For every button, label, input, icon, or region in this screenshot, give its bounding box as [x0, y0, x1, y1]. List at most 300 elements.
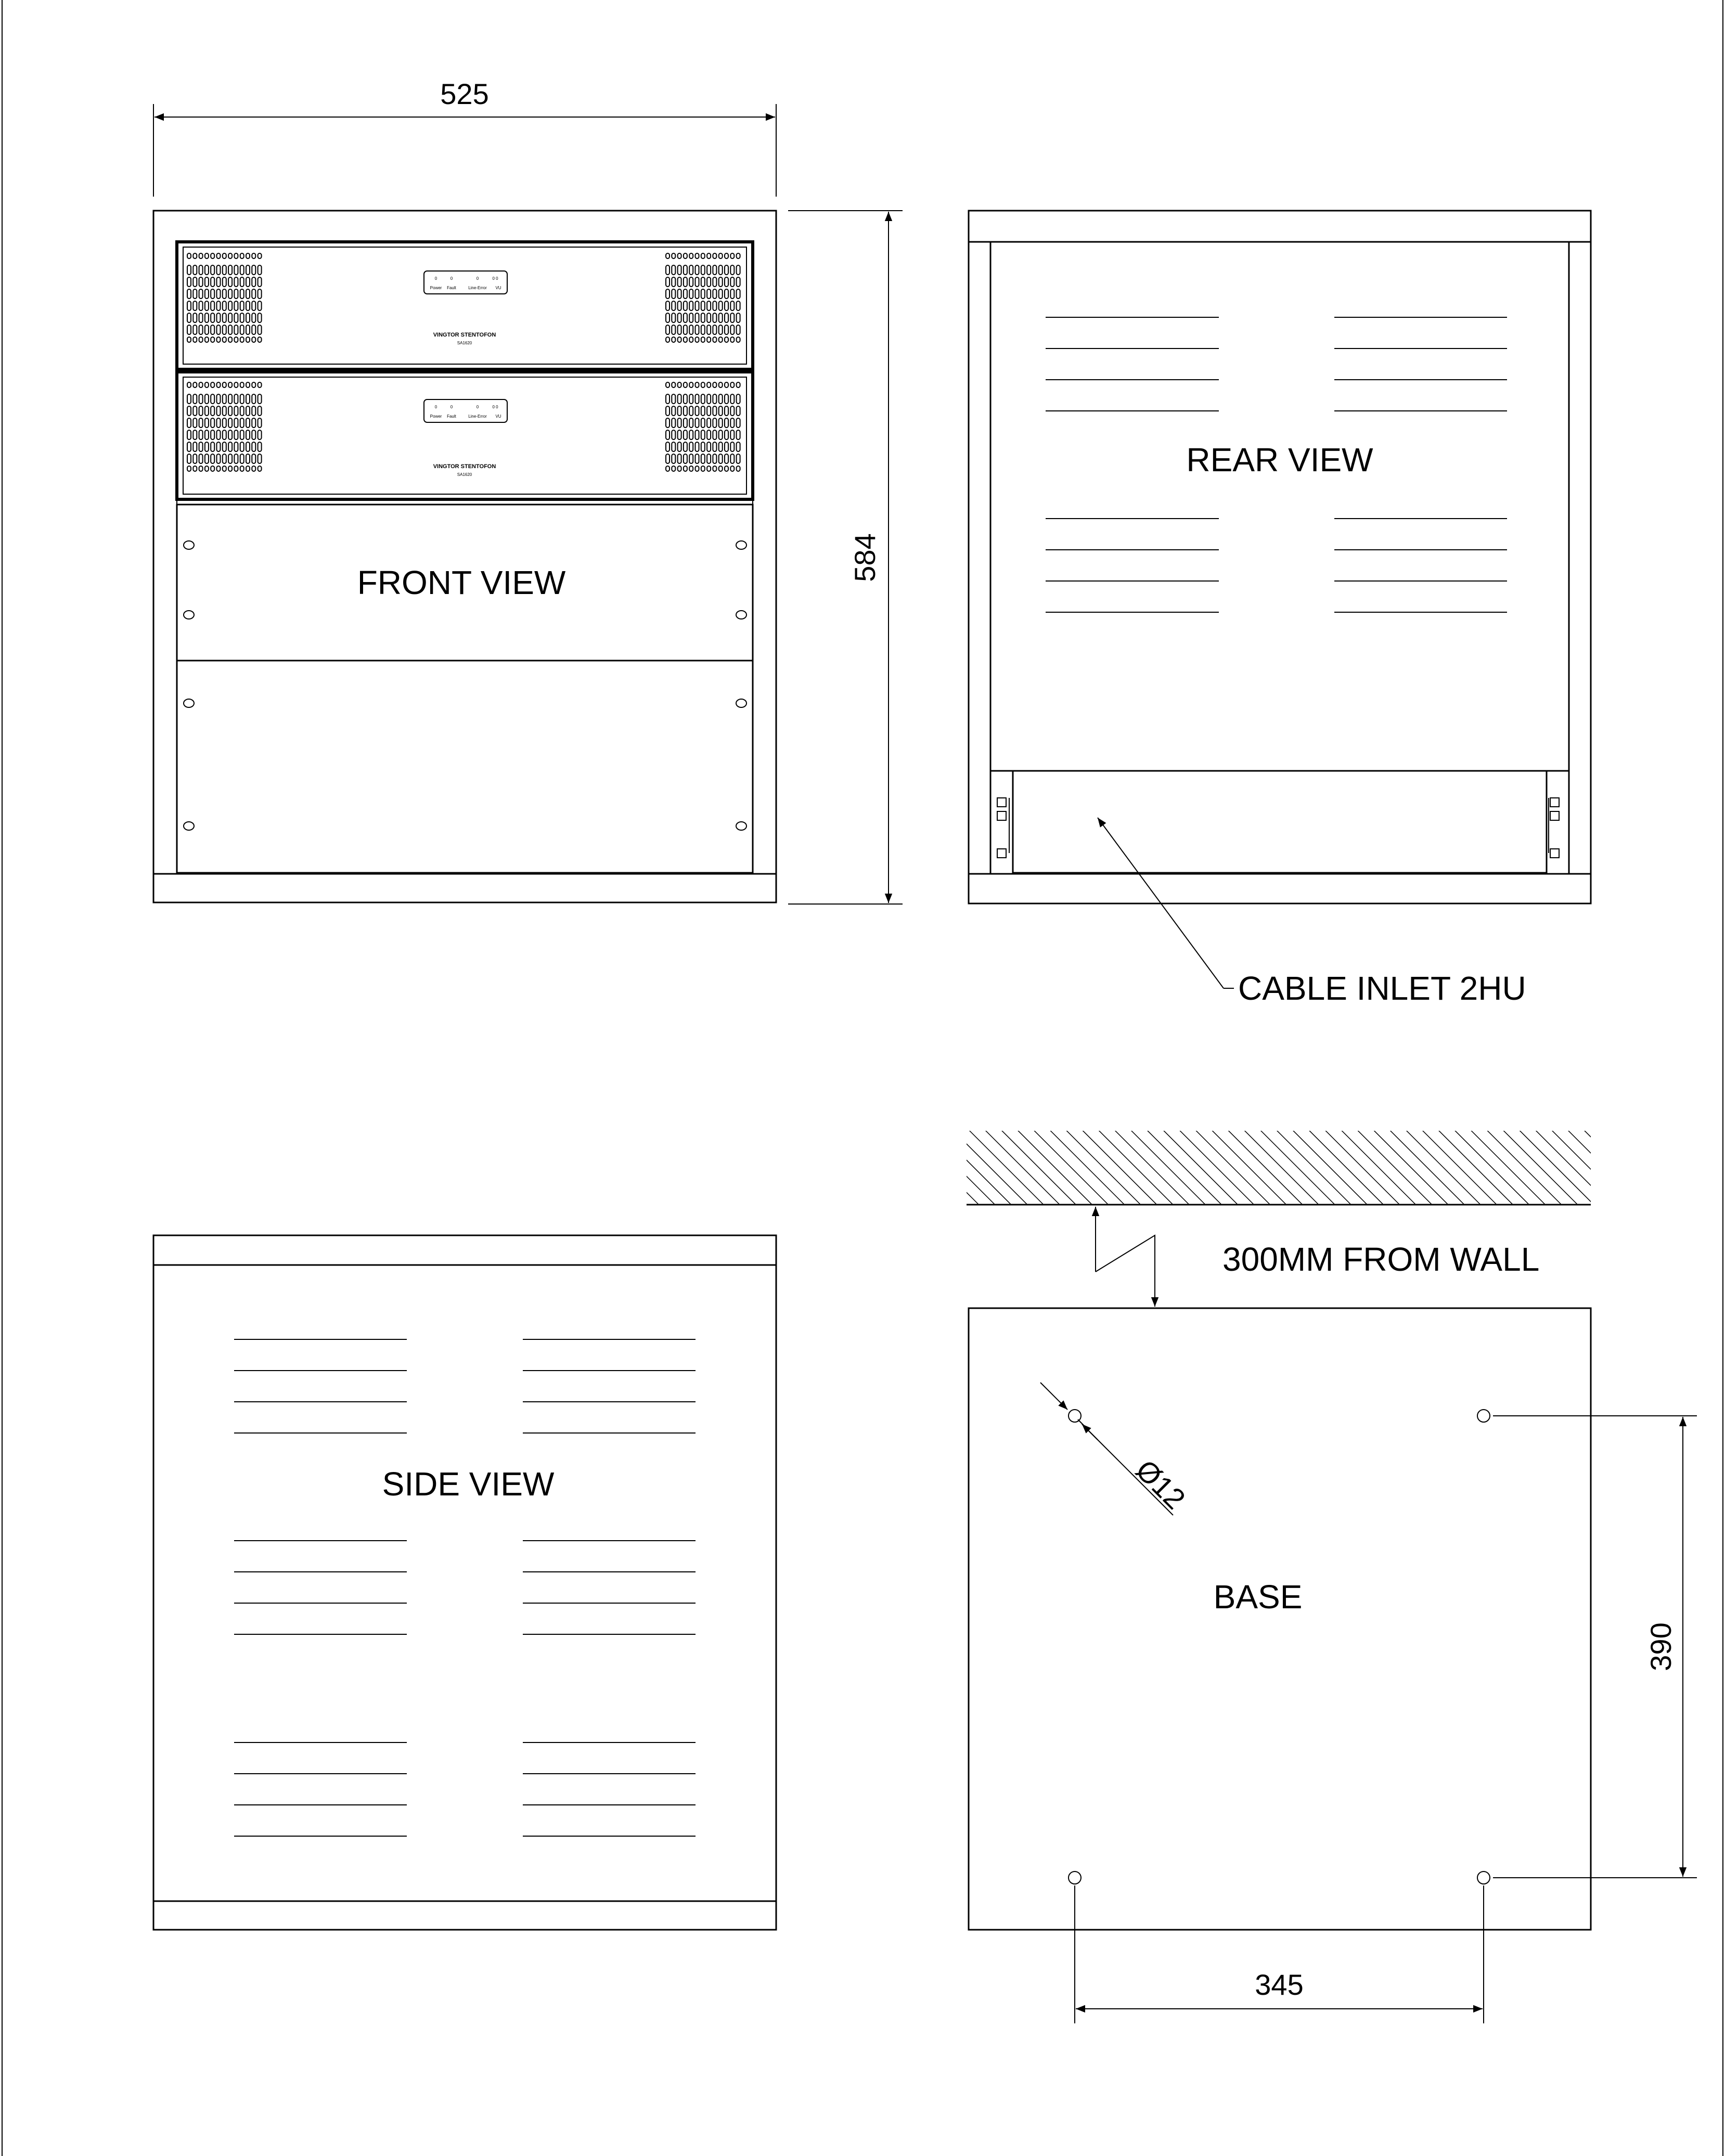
- vent-hole: [258, 289, 262, 299]
- vent-hole: [725, 406, 728, 416]
- amplifier-vent-holes: [187, 253, 262, 342]
- vent-hole: [719, 430, 723, 440]
- vent-hole: [730, 406, 734, 416]
- vent-hole: [684, 301, 687, 311]
- vent-hole: [193, 454, 197, 463]
- vent-hole: [240, 442, 244, 451]
- vent-hole: [223, 253, 226, 259]
- svg-text:0 0: 0 0: [492, 405, 498, 409]
- vent-hole: [696, 454, 699, 463]
- vent-hole: [228, 394, 232, 404]
- vent-hole: [689, 325, 693, 334]
- vent-hole: [737, 442, 740, 451]
- vent-hole: [730, 289, 734, 299]
- vent-hole: [211, 253, 214, 259]
- vent-hole: [240, 301, 244, 311]
- vent-hole: [217, 406, 221, 416]
- side-view: [153, 1235, 776, 1930]
- blank-panel-2: [177, 661, 753, 873]
- vent-hole: [678, 289, 681, 299]
- vent-hole: [223, 406, 226, 416]
- vent-hole: [240, 418, 244, 428]
- vent-hole: [696, 442, 699, 451]
- vent-hole: [701, 418, 705, 428]
- vent-hole: [228, 442, 232, 451]
- vent-hole: [193, 442, 197, 451]
- vent-hole: [725, 289, 728, 299]
- side-view-label: SIDE VIEW: [382, 1465, 555, 1503]
- vent-hole: [258, 406, 262, 416]
- vent-hole: [713, 406, 716, 416]
- vent-hole: [701, 325, 705, 334]
- vent-hole: [678, 454, 681, 463]
- vent-hole: [240, 394, 244, 404]
- vent-hole: [701, 277, 705, 287]
- vent-hole: [199, 301, 203, 311]
- vent-hole: [258, 265, 262, 275]
- vent-hole: [252, 406, 255, 416]
- vent-hole: [684, 382, 687, 388]
- vent-slot-group: [1046, 519, 1219, 612]
- vent-hole: [666, 406, 670, 416]
- vent-hole: [672, 442, 675, 451]
- vent-hole: [211, 418, 214, 428]
- vent-hole: [737, 454, 740, 463]
- vent-hole: [234, 466, 238, 471]
- vent-hole: [684, 277, 687, 287]
- vent-hole: [707, 289, 711, 299]
- vent-hole: [252, 265, 255, 275]
- rear-view-label: REAR VIEW: [1186, 441, 1373, 479]
- vent-hole: [234, 418, 238, 428]
- vent-hole: [234, 325, 238, 334]
- vent-hole: [193, 337, 197, 342]
- indicator-vu: VU: [495, 286, 501, 290]
- vent-hole: [211, 394, 214, 404]
- vent-hole: [217, 301, 221, 311]
- vent-hole: [217, 325, 221, 334]
- vent-hole: [666, 325, 670, 334]
- vent-slot-group: [234, 1541, 407, 1634]
- vent-hole: [696, 394, 699, 404]
- vent-hole: [701, 253, 705, 259]
- vent-hole: [725, 277, 728, 287]
- vent-hole: [187, 454, 191, 463]
- vent-hole: [672, 382, 675, 388]
- indicator-panel: [424, 271, 507, 294]
- vent-hole: [246, 253, 250, 259]
- vent-hole: [730, 253, 734, 259]
- vent-hole: [246, 406, 250, 416]
- vent-hole: [666, 265, 670, 275]
- vent-hole: [701, 430, 705, 440]
- indicator-vu: VU: [495, 414, 501, 419]
- vent-hole: [228, 337, 232, 342]
- vent-hole: [701, 289, 705, 299]
- vent-hole: [228, 466, 232, 471]
- vent-hole: [725, 325, 728, 334]
- vent-hole: [666, 466, 670, 471]
- vent-hole: [707, 418, 711, 428]
- vent-hole: [187, 277, 191, 287]
- svg-text:0: 0: [434, 276, 437, 281]
- base-view: [967, 1130, 1697, 2023]
- vent-hole: [228, 406, 232, 416]
- vent-hole: [713, 454, 716, 463]
- vent-hole: [258, 466, 262, 471]
- vent-hole: [246, 418, 250, 428]
- vent-hole: [199, 418, 203, 428]
- vent-hole: [725, 337, 728, 342]
- svg-text:0: 0: [476, 276, 479, 281]
- vent-hole: [737, 277, 740, 287]
- vent-hole: [217, 265, 221, 275]
- vent-hole: [666, 430, 670, 440]
- indicator-power: Power: [430, 286, 442, 290]
- front-cabinet-outline: [153, 211, 776, 902]
- vent-hole: [246, 430, 250, 440]
- vent-hole: [701, 394, 705, 404]
- vent-hole: [199, 454, 203, 463]
- vent-hole: [725, 430, 728, 440]
- vent-hole: [217, 394, 221, 404]
- vent-hole: [217, 442, 221, 451]
- vent-slot-group: [234, 1742, 407, 1836]
- vent-hole: [713, 253, 716, 259]
- vent-hole: [223, 442, 226, 451]
- vent-hole: [217, 466, 221, 471]
- vent-hole: [730, 418, 734, 428]
- vent-hole: [234, 430, 238, 440]
- vent-hole: [725, 313, 728, 322]
- base-outline: [969, 1308, 1591, 1930]
- vent-hole: [211, 289, 214, 299]
- vent-hole: [719, 253, 723, 259]
- vent-hole: [713, 277, 716, 287]
- vent-hole: [684, 418, 687, 428]
- vent-hole: [725, 454, 728, 463]
- vent-hole: [187, 418, 191, 428]
- vent-hole: [713, 466, 716, 471]
- vent-hole: [234, 337, 238, 342]
- height-dimension-label: 584: [848, 533, 881, 582]
- vent-hole: [228, 382, 232, 388]
- vent-hole: [205, 382, 209, 388]
- vent-hole: [707, 466, 711, 471]
- vent-hole: [199, 394, 203, 404]
- vent-hole: [719, 394, 723, 404]
- vent-hole: [713, 337, 716, 342]
- amplifier-vent-holes: [187, 382, 262, 471]
- vent-hole: [252, 337, 255, 342]
- vent-hole: [211, 313, 214, 322]
- vent-hole: [240, 289, 244, 299]
- vent-hole: [205, 418, 209, 428]
- vent-hole: [713, 442, 716, 451]
- vent-hole: [252, 442, 255, 451]
- vent-hole: [199, 289, 203, 299]
- vent-hole: [199, 430, 203, 440]
- vent-hole: [678, 265, 681, 275]
- vent-hole: [672, 277, 675, 287]
- vent-hole: [730, 454, 734, 463]
- vent-hole: [701, 265, 705, 275]
- vent-hole: [684, 325, 687, 334]
- vent-hole: [217, 289, 221, 299]
- vent-hole: [696, 277, 699, 287]
- vent-hole: [252, 430, 255, 440]
- vent-hole: [205, 253, 209, 259]
- vent-hole: [707, 253, 711, 259]
- vent-hole: [223, 337, 226, 342]
- vent-hole: [689, 301, 693, 311]
- vent-hole: [730, 382, 734, 388]
- vent-hole: [672, 466, 675, 471]
- vent-hole: [696, 289, 699, 299]
- vent-hole: [223, 313, 226, 322]
- width-dimension-label: 525: [440, 78, 489, 110]
- vent-hole: [666, 418, 670, 428]
- vent-hole: [228, 325, 232, 334]
- vent-hole: [234, 277, 238, 287]
- vent-hole: [193, 430, 197, 440]
- vent-hole: [696, 382, 699, 388]
- vent-hole: [187, 265, 191, 275]
- vent-hole: [187, 301, 191, 311]
- vent-hole: [696, 406, 699, 416]
- vent-hole: [258, 325, 262, 334]
- vent-hole: [713, 430, 716, 440]
- amplifier-brand: VINGTOR STENTOFON: [433, 332, 496, 338]
- vent-hole: [730, 442, 734, 451]
- vent-hole: [193, 301, 197, 311]
- vent-hole: [234, 442, 238, 451]
- vent-hole: [725, 382, 728, 388]
- vent-hole: [696, 430, 699, 440]
- vent-hole: [199, 406, 203, 416]
- vent-hole: [684, 394, 687, 404]
- vent-hole: [199, 325, 203, 334]
- vent-hole: [696, 301, 699, 311]
- vent-hole: [240, 466, 244, 471]
- vent-hole: [193, 253, 197, 259]
- amplifier-model: SA1620: [457, 341, 472, 345]
- vent-slot-group: [1046, 317, 1219, 411]
- svg-text:0: 0: [434, 405, 437, 409]
- hole-diameter-dimension: [1040, 1383, 1192, 1515]
- vent-hole: [240, 325, 244, 334]
- vent-hole: [678, 337, 681, 342]
- vent-hole: [258, 382, 262, 388]
- vent-hole: [211, 325, 214, 334]
- vent-hole: [696, 313, 699, 322]
- vent-hole: [228, 454, 232, 463]
- vent-hole: [730, 301, 734, 311]
- mounting-hole: [1477, 1410, 1490, 1422]
- vent-hole: [713, 325, 716, 334]
- vent-hole: [730, 313, 734, 322]
- vent-hole: [228, 265, 232, 275]
- vent-hole: [234, 253, 238, 259]
- vent-hole: [211, 301, 214, 311]
- indicator-line-error: Line-Error: [468, 286, 487, 290]
- vent-hole: [234, 382, 238, 388]
- vent-hole: [252, 301, 255, 311]
- vent-hole: [666, 442, 670, 451]
- vent-hole: [223, 277, 226, 287]
- vent-hole: [223, 430, 226, 440]
- vent-hole: [707, 430, 711, 440]
- vent-hole: [684, 442, 687, 451]
- vent-hole: [228, 289, 232, 299]
- horizontal-hole-spacing-label: 345: [1255, 1968, 1304, 2001]
- vent-hole: [187, 430, 191, 440]
- vent-hole: [187, 337, 191, 342]
- vent-hole: [672, 337, 675, 342]
- front-view: [153, 78, 903, 904]
- vent-hole: [199, 265, 203, 275]
- vent-hole: [689, 430, 693, 440]
- vent-slot-group: [523, 1339, 696, 1433]
- vent-hole: [719, 406, 723, 416]
- vent-hole: [672, 265, 675, 275]
- vent-hole: [211, 265, 214, 275]
- vent-hole: [678, 442, 681, 451]
- vent-hole: [205, 313, 209, 322]
- amplifier-unit-1: [177, 242, 753, 369]
- vent-hole: [193, 382, 197, 388]
- vent-hole: [678, 277, 681, 287]
- vent-hole: [737, 430, 740, 440]
- indicator-fault: Fault: [447, 414, 456, 419]
- vent-hole: [737, 325, 740, 334]
- vent-hole: [684, 337, 687, 342]
- vertical-hole-spacing-label: 390: [1644, 1622, 1677, 1671]
- vent-hole: [666, 277, 670, 287]
- vent-hole: [187, 394, 191, 404]
- vent-hole: [713, 289, 716, 299]
- vent-hole: [707, 406, 711, 416]
- vent-hole: [684, 289, 687, 299]
- vent-hole: [672, 253, 675, 259]
- vent-hole: [701, 382, 705, 388]
- vent-hole: [701, 406, 705, 416]
- vent-hole: [719, 325, 723, 334]
- vent-hole: [240, 430, 244, 440]
- indicator-fault: Fault: [447, 286, 456, 290]
- vent-hole: [713, 394, 716, 404]
- vent-hole: [223, 301, 226, 311]
- vent-hole: [672, 325, 675, 334]
- vent-hole: [205, 265, 209, 275]
- vent-hole: [199, 337, 203, 342]
- mounting-hole: [1477, 1871, 1490, 1884]
- vent-slot-group: [523, 1742, 696, 1836]
- amplifier-unit-2: [177, 372, 753, 499]
- vent-hole: [737, 406, 740, 416]
- vent-hole: [725, 418, 728, 428]
- vent-hole: [689, 442, 693, 451]
- vent-hole: [678, 325, 681, 334]
- vent-hole: [696, 418, 699, 428]
- vent-hole: [187, 466, 191, 471]
- vent-hole: [258, 301, 262, 311]
- vent-hole: [228, 277, 232, 287]
- vent-hole: [725, 253, 728, 259]
- vent-hole: [725, 442, 728, 451]
- vent-hole: [199, 313, 203, 322]
- vent-hole: [228, 418, 232, 428]
- vent-hole: [246, 325, 250, 334]
- vent-hole: [707, 337, 711, 342]
- vent-hole: [719, 313, 723, 322]
- vent-hole: [684, 265, 687, 275]
- vent-hole: [246, 466, 250, 471]
- vent-slot-group: [234, 1339, 407, 1433]
- vent-hole: [713, 382, 716, 388]
- vent-hole: [689, 313, 693, 322]
- vent-hole: [737, 301, 740, 311]
- vent-hole: [211, 277, 214, 287]
- vent-hole: [205, 430, 209, 440]
- vent-hole: [258, 277, 262, 287]
- vent-hole: [234, 301, 238, 311]
- vent-hole: [199, 442, 203, 451]
- vent-hole: [252, 277, 255, 287]
- vent-hole: [205, 406, 209, 416]
- vent-hole: [678, 394, 681, 404]
- vent-hole: [246, 277, 250, 287]
- wall-distance-dimension: [1096, 1207, 1539, 1307]
- height-dimension: [788, 211, 903, 904]
- vent-hole: [684, 430, 687, 440]
- vent-hole: [205, 277, 209, 287]
- vent-hole: [737, 253, 740, 259]
- vent-hole: [719, 265, 723, 275]
- vent-hole: [234, 265, 238, 275]
- front-view-label: FRONT VIEW: [357, 564, 566, 601]
- vent-hole: [730, 466, 734, 471]
- vent-hole: [737, 337, 740, 342]
- vent-hole: [678, 406, 681, 416]
- vent-hole: [205, 442, 209, 451]
- vent-hole: [713, 313, 716, 322]
- vent-hole: [234, 313, 238, 322]
- vent-hole: [258, 313, 262, 322]
- vent-hole: [211, 466, 214, 471]
- vent-hole: [211, 382, 214, 388]
- vent-hole: [713, 301, 716, 311]
- vent-hole: [240, 382, 244, 388]
- wall-hatch: [967, 1130, 1591, 1205]
- vent-hole: [737, 289, 740, 299]
- vent-hole: [252, 289, 255, 299]
- vent-hole: [719, 442, 723, 451]
- vent-hole: [187, 406, 191, 416]
- vent-hole: [730, 325, 734, 334]
- indicator-line-error: Line-Error: [468, 414, 487, 419]
- vent-hole: [719, 289, 723, 299]
- vent-hole: [217, 418, 221, 428]
- vent-hole: [246, 313, 250, 322]
- vent-hole: [246, 289, 250, 299]
- vent-hole: [725, 301, 728, 311]
- vent-hole: [223, 394, 226, 404]
- vent-hole: [737, 382, 740, 388]
- vent-hole: [701, 301, 705, 311]
- vent-hole: [258, 394, 262, 404]
- vent-hole: [228, 301, 232, 311]
